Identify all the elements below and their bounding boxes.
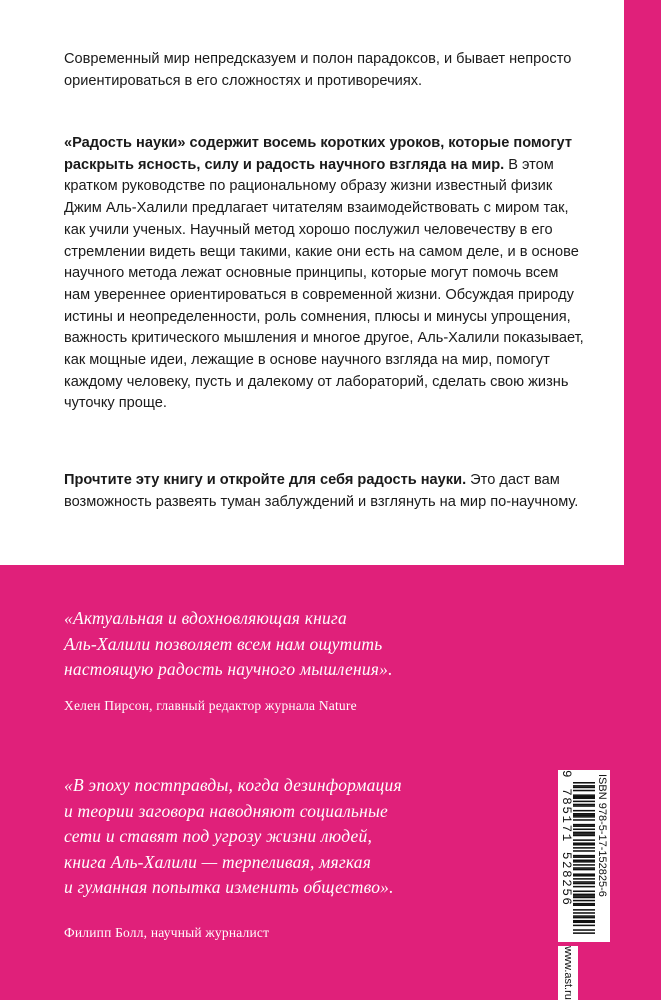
cta-text: Это даст вам возможность развеять туман заблуждений и взглянуть на мир по-научному. <box>64 472 579 510</box>
quote-line: сети и ставят под угрозу жизни людей, <box>64 826 373 846</box>
isbn-label: ISBN 978-5-17-152825-6 <box>596 774 608 897</box>
barcode <box>558 770 610 942</box>
website-label-box <box>558 946 578 1000</box>
barcode-digits: 9 785171 528256 <box>559 770 573 907</box>
website-label: www.ast.ru <box>562 946 574 1000</box>
quote-line: настоящую радость научного мышления». <box>64 659 393 679</box>
quote-2 <box>64 773 584 901</box>
cta-bold-lead: Прочтите эту книгу и откройте для себя радость науки. <box>64 472 467 488</box>
quote-line: Аль-Халили позволяет всем нам ощутить <box>64 633 383 654</box>
quote-line: «Актуальная и вдохновляющая книга <box>64 608 347 628</box>
description-paragraph <box>64 133 584 415</box>
spine-stripe <box>624 0 661 1000</box>
quote-2-attribution: Филипп Болл, научный журналист <box>64 925 270 940</box>
quote-1-attribution: Хелен Пирсон, главный редактор журнала Nature <box>64 698 357 713</box>
quote-1 <box>64 606 584 683</box>
quote-line: «В эпоху постправды, когда дезинформация <box>64 775 402 795</box>
intro-paragraph <box>64 49 584 92</box>
call-to-action-paragraph <box>64 470 584 513</box>
description-bold-lead: «Радость науки» содержит восемь коротких уроков, которые помогут раскрыть ясность, силу и радость научного взгляда на мир. <box>64 135 572 173</box>
quote-line: и теории заговора наводняют социальные <box>64 800 388 821</box>
intro-text: Современный мир непредсказуем и полон парадоксов, и бывает непросто ориентироваться в его сложностях и противоречиях. <box>64 51 572 89</box>
quote-line: книга Аль-Халили — терпеливая, мягкая <box>64 851 372 872</box>
description-text: В этом кратком руководстве по рациональному образу жизни известный физик Джим Аль-Халили предлагает читателям взаимодействовать с миром так, как учили ученых. Научный метод хорошо послужил человечеству в его стремлении видеть вещи такими, какие они есть на самом деле, и в основе научного метода лежат основные принципы, которые могут помочь всем нам увереннее ориентироваться в современной жизни. Обсуждая природу истины и неопределенности, роль сомнения, плюсы и минусы упрощения, важность критического мышления и многое другое, Аль-Халили показывает, как мощные идеи, лежащие в основе научного взгляда на мир, помогут каждому человеку, пусть и далекому от лабораторий, сделать свою жизнь чуточку проще. <box>64 156 584 412</box>
quote-line: и гуманная попытка изменить общество». <box>64 877 394 897</box>
